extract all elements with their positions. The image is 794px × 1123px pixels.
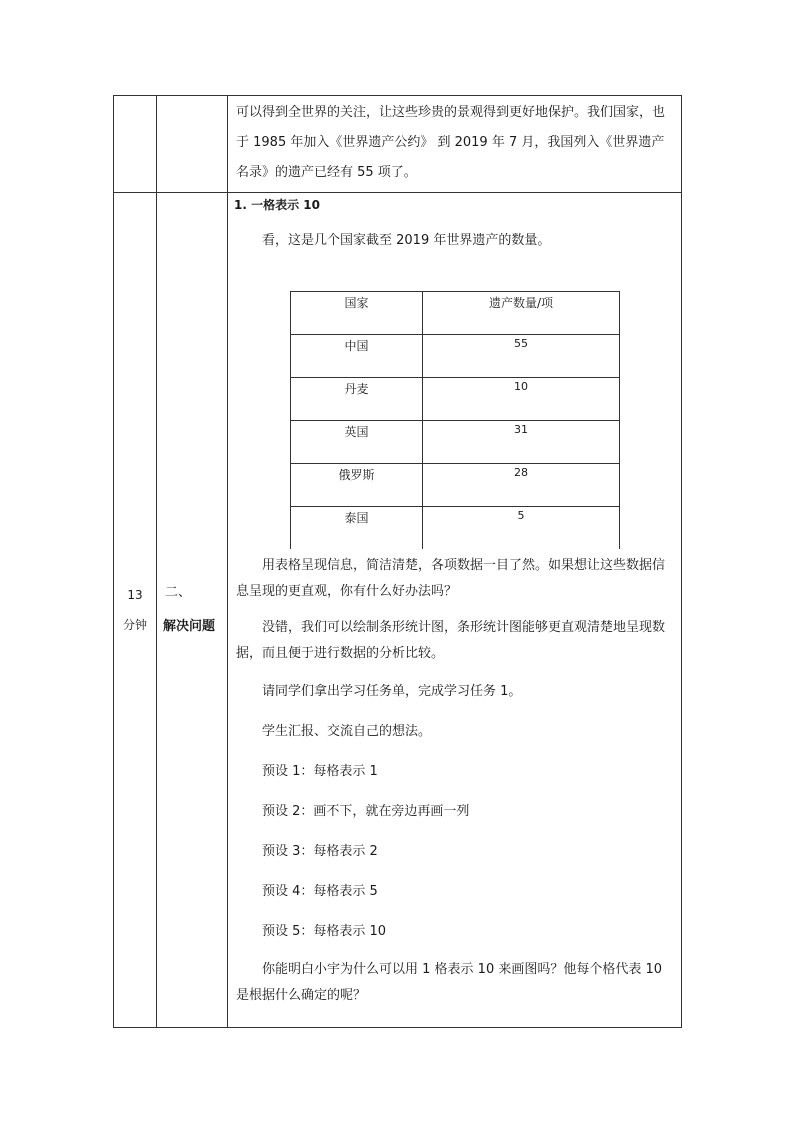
paragraph: 没错，我们可以绘制条形统计图，条形统计图能够更直观清楚地呈现数据，而且便于进行数据的分析比较。 xyxy=(236,620,666,661)
paragraph: 请同学们拿出学习任务单，完成学习任务 1。 xyxy=(262,684,522,699)
heritage-data-table xyxy=(290,291,620,549)
header-country: 国家 xyxy=(291,292,423,335)
count-cell: 10 xyxy=(423,378,620,421)
table-row xyxy=(291,378,620,421)
step-cell xyxy=(157,193,228,1028)
paragraph: 你能明白小宇为什么可以用 1 格表示 10 来画图吗？他每个格代表 10 是根据什么确定的呢？ xyxy=(236,962,663,1003)
preset-item: 预设 2：画不下，就在旁边再画一列 xyxy=(262,804,470,819)
country-cell: 泰国 xyxy=(291,507,423,550)
lesson-row-problem-solving xyxy=(114,193,682,1028)
time-cell xyxy=(114,193,157,1028)
paragraph: 学生汇报、交流自己的想法。 xyxy=(262,724,432,739)
count-cell: 31 xyxy=(423,421,620,464)
section-title: 1. 一格表示 10 xyxy=(234,198,320,212)
count-cell: 55 xyxy=(423,335,620,378)
time-unit: 分钟 xyxy=(122,618,147,632)
country-cell: 俄罗斯 xyxy=(291,464,423,507)
step-title: 解决问题 xyxy=(163,619,216,634)
step-number: 二、 xyxy=(165,585,192,600)
preset-item: 预设 3：每格表示 2 xyxy=(262,844,378,859)
count-cell: 28 xyxy=(423,464,620,507)
count-cell: 5 xyxy=(423,507,620,550)
step-cell-empty xyxy=(157,96,228,193)
preset-item: 预设 1：每格表示 1 xyxy=(262,764,378,779)
preset-item: 预设 4：每格表示 5 xyxy=(262,884,378,899)
table-header-row xyxy=(291,292,620,335)
intro-text: 看，这是几个国家截至 2019 年世界遗产的数量。 xyxy=(262,233,551,248)
time-cell-empty xyxy=(114,96,157,193)
lesson-plan-table xyxy=(113,95,682,1028)
country-cell: 英国 xyxy=(291,421,423,464)
content-cell xyxy=(228,193,682,1028)
country-cell: 中国 xyxy=(291,335,423,378)
continuation-text: 可以得到全世界的关注，让这些珍贵的景观得到更好地保护。我们国家，也于 1985 年加入《世界遗产公约》 到 2019 年 7 月，我国列入《世界遗产名录》的遗产已经有 55 项了。 xyxy=(236,105,666,180)
content-cell xyxy=(228,96,682,193)
table-row xyxy=(291,507,620,550)
country-cell: 丹麦 xyxy=(291,378,423,421)
table-row xyxy=(291,464,620,507)
time-value: 13 xyxy=(127,588,143,602)
paragraph: 用表格呈现信息，简洁清楚，各项数据一目了然。如果想让这些数据信息呈现的更直观，你有什么好办法吗？ xyxy=(236,558,666,599)
table-row xyxy=(291,421,620,464)
header-count: 遗产数量/项 xyxy=(423,292,620,335)
lesson-row-continuation xyxy=(114,96,682,193)
table-row xyxy=(291,335,620,378)
preset-item: 预设 5：每格表示 10 xyxy=(262,924,387,939)
